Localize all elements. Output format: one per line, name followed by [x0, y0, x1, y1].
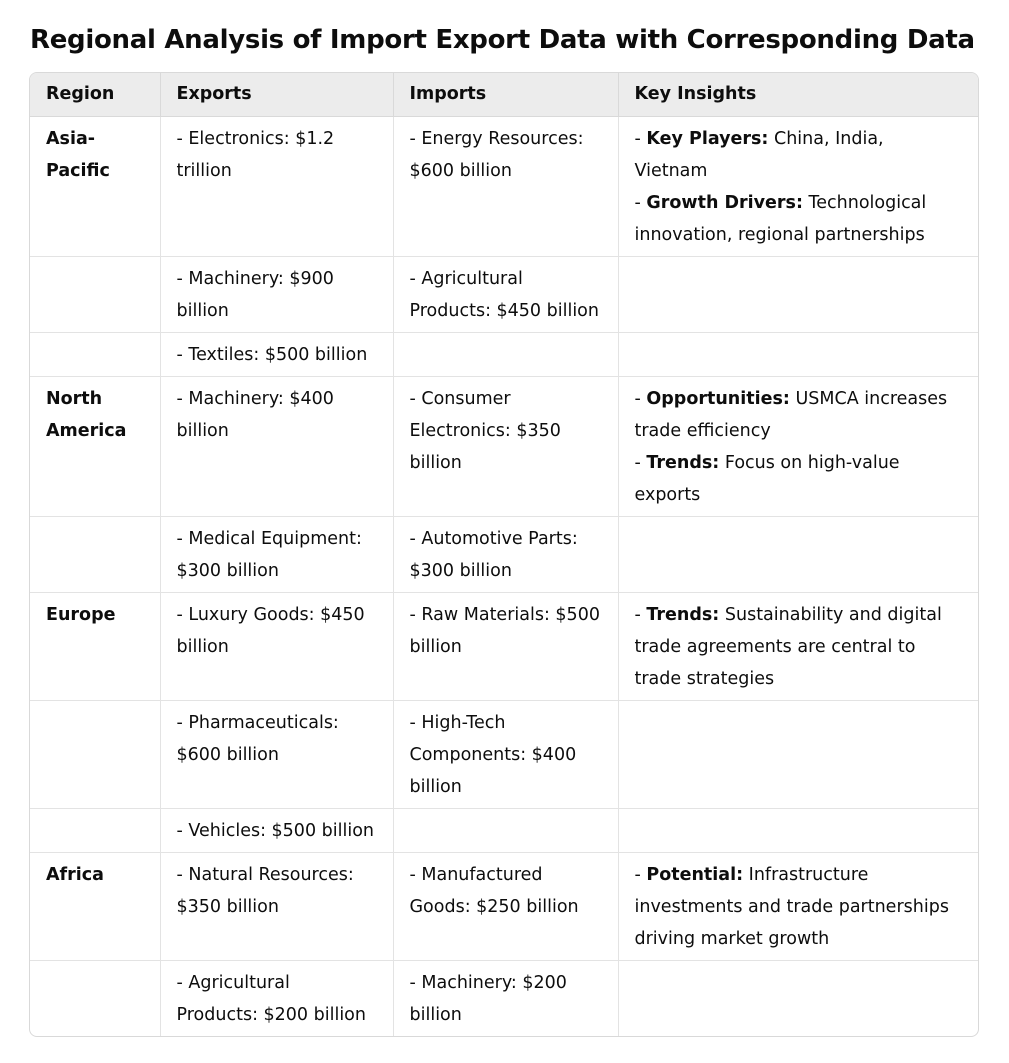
cell-exports: - Machinery: $400 billion	[160, 376, 393, 516]
cell-exports: - Vehicles: $500 billion	[160, 808, 393, 852]
cell-imports	[393, 332, 618, 376]
header-region: Region	[30, 73, 160, 116]
insight-text: Focus on high-value exports	[634, 452, 906, 505]
header-key-insights: Key Insights	[618, 73, 978, 116]
cell-key-insights	[618, 116, 978, 256]
cell-imports: - Consumer Electronics: $350 billion	[393, 376, 618, 516]
cell-imports: - Raw Materials: $500 billion	[393, 592, 618, 700]
cell-imports: - Manufactured Goods: $250 billion	[393, 852, 618, 960]
cell-key-insights	[618, 376, 978, 516]
table-row	[30, 808, 978, 852]
cell-exports: - Medical Equipment: $300 billion	[160, 516, 393, 592]
cell-region	[30, 700, 160, 808]
insight-text: China, India, Vietnam	[634, 128, 890, 181]
cell-key-insights	[618, 700, 978, 808]
cell-exports: - Luxury Goods: $450 billion	[160, 592, 393, 700]
cell-exports: - Natural Resources: $350 billion	[160, 852, 393, 960]
insight-text: USMCA increases trade efficiency	[634, 388, 953, 441]
cell-exports: - Electronics: $1.2 trillion	[160, 116, 393, 256]
insight-text: Infrastructure investments and trade partnerships driving market growth	[634, 864, 955, 949]
cell-key-insights	[618, 592, 978, 700]
cell-key-insights	[618, 808, 978, 852]
header-imports: Imports	[393, 73, 618, 116]
table-row	[30, 516, 978, 592]
table-row	[30, 332, 978, 376]
trade-table	[30, 73, 978, 1036]
table-row	[30, 960, 978, 1036]
cell-key-insights	[618, 256, 978, 332]
insight-text: Technological innovation, regional partnerships	[634, 192, 932, 245]
cell-key-insights	[618, 960, 978, 1036]
cell-region	[30, 256, 160, 332]
table-row	[30, 376, 978, 516]
page-title: Regional Analysis of Import Export Data with Corresponding Data	[30, 25, 975, 55]
insight-label: Opportunities:	[646, 388, 790, 409]
cell-region: Africa	[30, 852, 160, 960]
cell-imports: - Automotive Parts: $300 billion	[393, 516, 618, 592]
cell-region	[30, 960, 160, 1036]
insight-label: Trends:	[646, 604, 720, 625]
table-row	[30, 256, 978, 332]
cell-region: North America	[30, 376, 160, 516]
cell-key-insights	[618, 852, 978, 960]
insight-line: - Potential: Infrastructure investments and trade partnerships driving market growth	[634, 864, 955, 949]
insight-line: - Key Players: China, India, Vietnam	[634, 128, 890, 181]
cell-region	[30, 332, 160, 376]
table-header-row	[30, 73, 978, 116]
cell-key-insights	[618, 332, 978, 376]
table-row	[30, 592, 978, 700]
insight-label: Potential:	[646, 864, 744, 885]
insight-line: - Opportunities: USMCA increases trade efficiency	[634, 388, 953, 441]
insight-line: - Growth Drivers: Technological innovation, regional partnerships	[634, 192, 932, 245]
insight-line: - Trends: Focus on high-value exports	[634, 452, 906, 505]
insight-text: Sustainability and digital trade agreements are central to trade strategies	[634, 604, 948, 689]
header-exports: Exports	[160, 73, 393, 116]
cell-exports: - Agricultural Products: $200 billion	[160, 960, 393, 1036]
table-row	[30, 116, 978, 256]
cell-region: Asia- Pacific	[30, 116, 160, 256]
table-row	[30, 852, 978, 960]
cell-exports: - Pharmaceuticals: $600 billion	[160, 700, 393, 808]
table-body	[30, 116, 978, 1036]
table-row	[30, 700, 978, 808]
cell-imports	[393, 808, 618, 852]
insight-label: Trends:	[646, 452, 720, 473]
insight-label: Growth Drivers:	[646, 192, 803, 213]
insight-line: - Trends: Sustainability and digital trade agreements are central to trade strategies	[634, 604, 948, 689]
cell-exports: - Machinery: $900 billion	[160, 256, 393, 332]
trade-table-container	[29, 72, 979, 1037]
cell-region: Europe	[30, 592, 160, 700]
insight-label: Key Players:	[646, 128, 769, 149]
cell-imports: - High-Tech Components: $400 billion	[393, 700, 618, 808]
cell-imports: - Agricultural Products: $450 billion	[393, 256, 618, 332]
cell-region	[30, 516, 160, 592]
cell-exports: - Textiles: $500 billion	[160, 332, 393, 376]
cell-imports: - Energy Resources: $600 billion	[393, 116, 618, 256]
cell-key-insights	[618, 516, 978, 592]
cell-region	[30, 808, 160, 852]
cell-imports: - Machinery: $200 billion	[393, 960, 618, 1036]
